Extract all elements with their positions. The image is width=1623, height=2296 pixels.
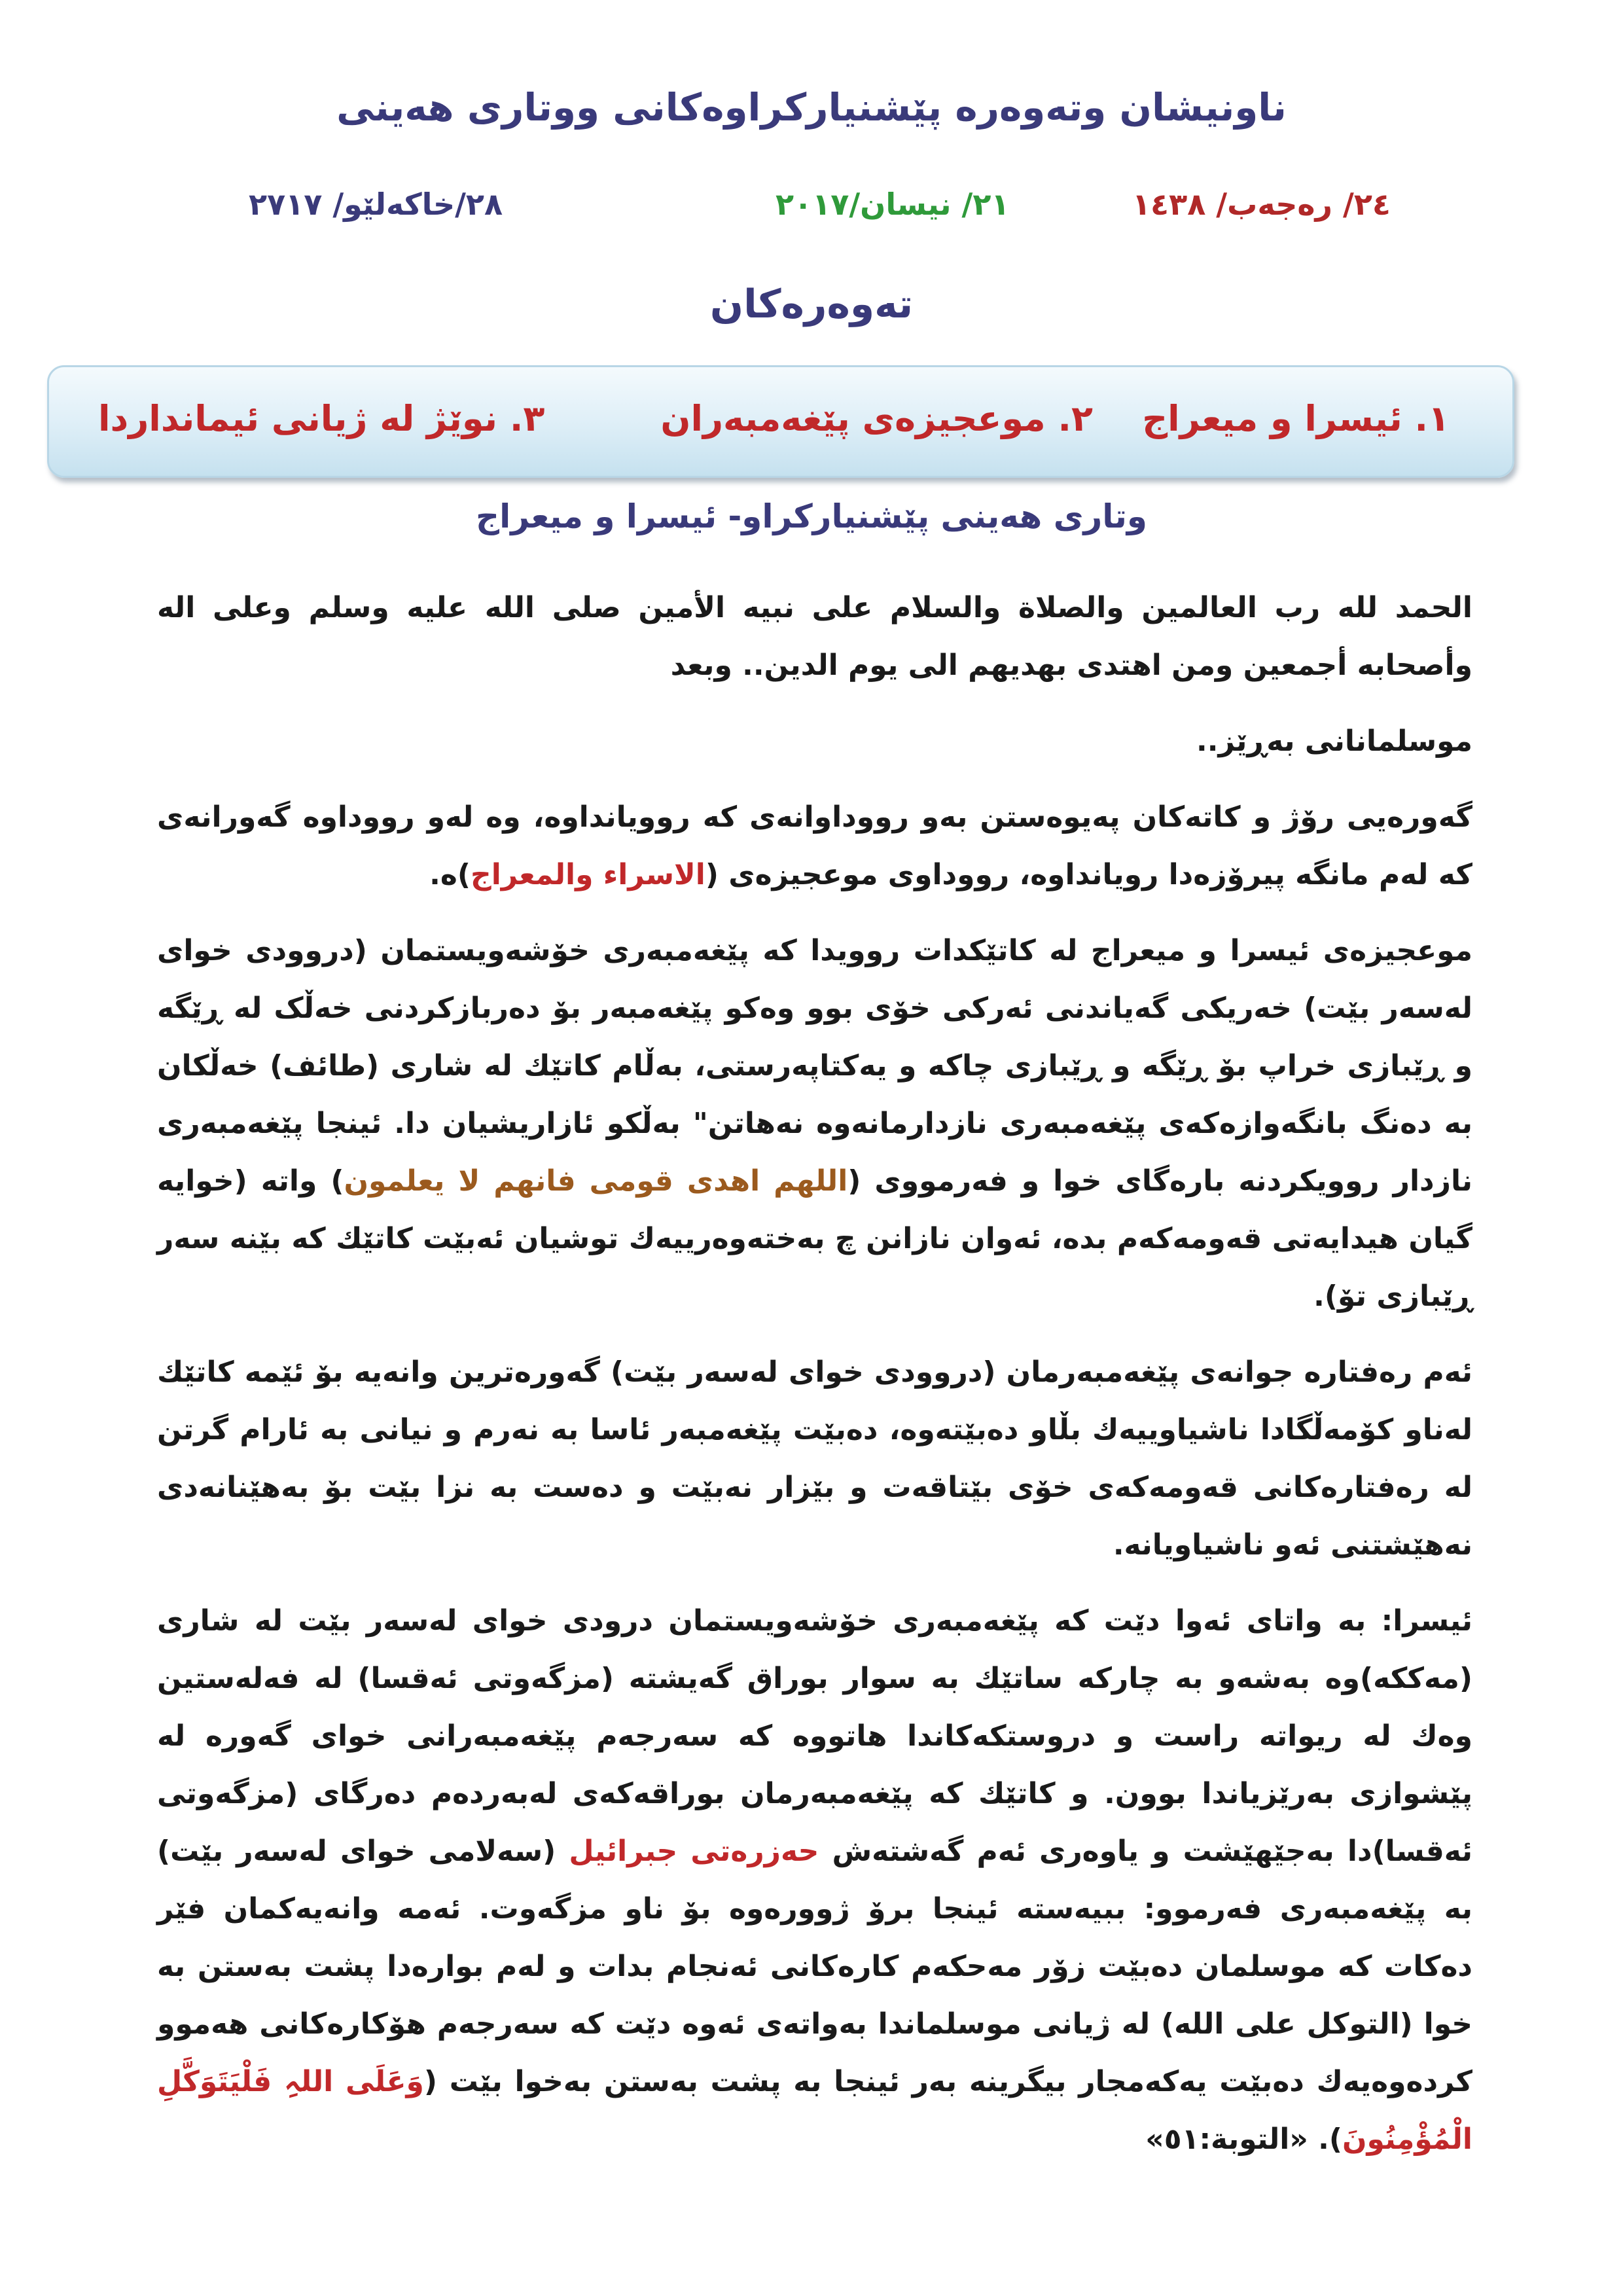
text-segment: (سەلامی خوای لەسەر بێت) بە پێغەمبەری فەرموو: ببیەستە ئینجا برۆ ژوورەوە بۆ ناو مزگەوت. ئەمە وانەیەکمان فێر دەکات کە موسلمان دەبێت زۆر مەحکەم کارەکانی ئەنجام بدات و لەم بوارەدا پشت بەستن بە خوا (التوكل على الله) لە ژیانی موسلماندا بەواتەی ئەوە دێت کە سەرجەم هۆکارەکانی هەموو کردەوەیەك دەبێت یەکەمجار بیگرینە بەر ئینجا بە پشت بەستن بەخوا بێت (: [157, 1835, 1472, 2098]
text-segment: گەورەیی رۆژ و کاتەکان پەیوەستن بەو رووداوانەی کە روویانداوە، وە لەو رووداوە گەورانەی کە لەم مانگە پیرۆزەدا رویانداوە، رووداوی موعجیزەی (: [157, 800, 1472, 891]
text-segment: ) واتە (خوایە گیان هیدایەتی قەومەکەم بدە، ئەوان نازانن چ بەختەوەرییەك توشیان ئەبێت کاتێك کە بێنە سەر ڕێبازی تۆ).: [157, 1164, 1472, 1313]
highlight-isra-miraj: الاسراء والمعراج: [470, 858, 705, 891]
sermon-body: [157, 579, 1472, 2187]
highlight-quran-verse: وَعَلَى اللہِ فَلْيَتَوَكَّلِ الْمُؤْمِنُونَ: [157, 2065, 1472, 2156]
paragraph-lesson: ئەم رەفتارە جوانەی پێغەمبەرمان (دروودی خوای لەسەر بێت) گەورەترین وانەیە بۆ ئێمە کاتێك لەناو کۆمەڵگادا ناشیاوییەك بڵاو دەبێتەوە، دەبێت پێغەمبەر ئاسا بە نەرم و نیانی بە ئارام گرتن لە رەفتارەکانی قەومەکەی خۆی بێتاقەت و بێزار نەبێت و دەست بە نزا بێت بۆ بەهێنانەدی نەهێشتنی ئەو ناشیاویانە.: [157, 1355, 1472, 1562]
highlight-jibril: حەزرەتی جبرائیل: [569, 1835, 819, 1868]
topics-heading: تەوەرەکان: [709, 281, 914, 327]
topic-item-3: ٣. نوێژ لە ژیانی ئیمانداردا: [98, 398, 545, 439]
text-segment: )ە.: [429, 858, 471, 891]
text-segment: ئیسرا: بە واتای ئەوا دێت کە پێغەمبەری خۆشەویستمان درودی خوای لەسەر بێت لە شاری (مەککە)وە بەشەو بە چارکە ساتێك بە سوار بوراق گەیشتە (مزگەوتی ئەقسا) لە فەلەستین وەك لە ریواتە راست و دروستکەکاندا هاتووە کە سەرجەم پێغەمبەرانی خوای گەورە لە پێشوازی بەرێزیاندا بوون. و کاتێك کە پێغەمبەرمان بوراقەکەی لەبەردەم دەرگای (مزگەوتی ئەقسا)دا بەجێهێشت و یاوەری ئەم گەشتەش: [157, 1604, 1472, 1868]
document-title: ناونیشان وتەوەرە پێشنیارکراوەکانی ووتاری هەینی: [336, 85, 1287, 130]
topic-item-2: ٢. موعجیزەی پێغەمبەران: [660, 398, 1093, 439]
date-gregorian: ٢١/ نیسان/٢٠١٧: [776, 187, 1010, 222]
paragraph-miracle: [157, 922, 1472, 1325]
highlight-prayer-quote: اللهم اهدى قومى فانهم لا يعلمون: [344, 1164, 848, 1198]
paragraph-intro: [157, 789, 1472, 904]
paragraph-isra: [157, 1592, 1472, 2168]
paragraph-opening: الحمد لله رب العالمين والصلاة والسلام على نبيه الأمين صلى الله عليه وسلم وعلى اله وأصحابه أجمعين ومن اهتدى بهديهم الى يوم الدين.. وبعد: [157, 591, 1472, 682]
paragraph-greeting: موسلمانانی بەڕێز..: [1196, 725, 1472, 758]
date-kurdish: ٢٨/خاکەلێو/ ٢٧١٧: [249, 187, 503, 222]
date-hijri: ٢٤/ رەجەب/ ١٤٣٨: [1132, 187, 1391, 222]
text-segment: موعجیزەی ئیسرا و میعراج لە کاتێکدات روویدا کە پێغەمبەری خۆشەویستمان (دروودی خوای لەسەر بێت) خەریکی گەیاندنی ئەرکی خۆی بوو وەکو پێغەمبەر بۆ دەربازکردنی خەڵک لە ڕێگە و ڕێبازی خراپ بۆ ڕێگە و ڕێبازی چاکە و یەکتاپەرستی، بەڵام کاتێك لە شاری (طائف) خەڵکان بە دەنگ بانگەوازەکەی پێغەمبەری نازدارمانەوە نەهاتن" بەڵکو ئازاریشیان دا. ئینجا پێغەمبەری نازدار روویکردنە بارەگای خوا و فەرمووی (: [157, 934, 1472, 1198]
text-segment: ). «التوبة:٥١»: [1145, 2123, 1342, 2156]
topic-item-1: ١. ئیسرا و میعراج: [1142, 398, 1450, 439]
sermon-title: وتاری هەینی پێشنیارکراو- ئیسرا و میعراج: [476, 497, 1147, 535]
